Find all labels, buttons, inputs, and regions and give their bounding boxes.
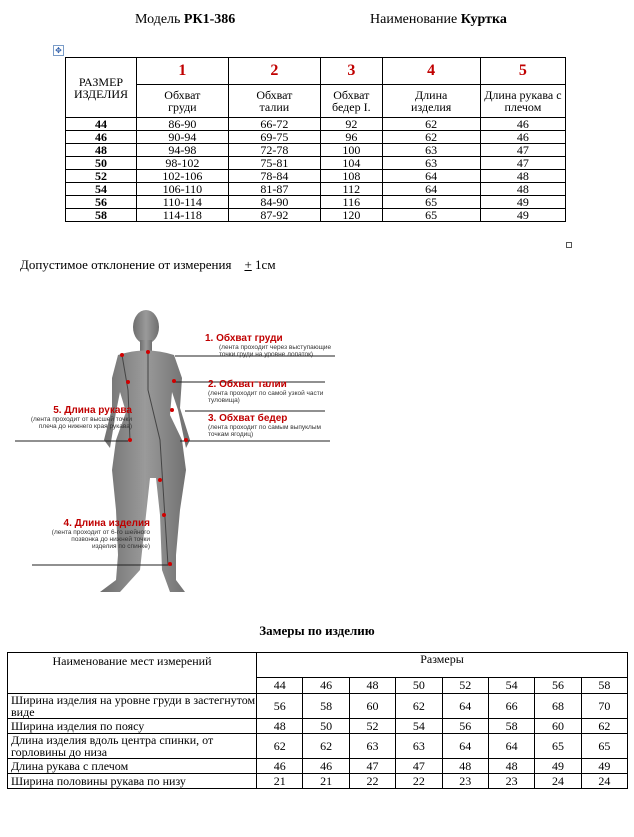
body-figure-illustration [0, 300, 400, 605]
measurement-value: 49 [535, 759, 581, 774]
size-value-cell: 47 [480, 157, 565, 170]
size-cell: 44 [66, 118, 137, 131]
measurement-value: 50 [303, 719, 349, 734]
size-value-cell: 65 [382, 196, 480, 209]
size-value-cell: 116 [321, 196, 383, 209]
col-label: Длина рукава с плечом [480, 85, 565, 118]
size-row [66, 144, 566, 157]
col-num: 3 [321, 58, 383, 85]
col-label: Обхват бедер I. [321, 85, 383, 118]
size-row [66, 183, 566, 196]
size-value-cell: 86-90 [137, 118, 229, 131]
size-value-cell: 120 [321, 209, 383, 222]
measurement-value: 62 [303, 734, 349, 759]
size-value-cell: 64 [382, 170, 480, 183]
size-value-cell: 46 [480, 118, 565, 131]
size-value-cell: 49 [480, 196, 565, 209]
size-header: 48 [349, 677, 395, 693]
size-value-cell: 106-110 [137, 183, 229, 196]
annotation-title: 3. Обхват бедер [208, 413, 288, 424]
size-value-cell: 72-78 [228, 144, 320, 157]
measurement-value: 66 [488, 694, 534, 719]
size-cell: 58 [66, 209, 137, 222]
measurement-value: 63 [396, 734, 442, 759]
annotation-chest [205, 333, 340, 358]
measurement-row [8, 759, 628, 774]
size-header: 52 [442, 677, 488, 693]
size-cell: 56 [66, 196, 137, 209]
annotation-title: 2. Обхват талии [208, 379, 287, 390]
model-value: РК1-386 [183, 12, 236, 27]
measurement-value: 54 [396, 719, 442, 734]
annotation-title: 4. Длина изделия [63, 518, 150, 529]
annotation-desc: (лента проходит от высшей точки плеча до нижнего края рукава) [30, 416, 132, 430]
model-label: Модель [135, 12, 181, 27]
size-row [66, 170, 566, 183]
measurement-rows [8, 694, 628, 789]
annotation-sleeve [22, 405, 132, 430]
measurement-value: 24 [535, 774, 581, 789]
model-header [135, 12, 235, 28]
measurement-value: 58 [488, 719, 534, 734]
measurement-row [8, 694, 628, 719]
size-value-cell: 94-98 [137, 144, 229, 157]
size-row [66, 157, 566, 170]
measurement-value: 63 [349, 734, 395, 759]
table-resize-handle-icon[interactable] [566, 242, 572, 248]
measurement-value: 56 [257, 694, 303, 719]
annotation-desc: (лента проходит по самой узкой части туловища) [208, 390, 324, 404]
size-value-cell: 46 [480, 131, 565, 144]
size-value-cell: 87-92 [228, 209, 320, 222]
measurement-value: 65 [581, 734, 627, 759]
name-header [370, 12, 507, 28]
size-value-cell: 78-84 [228, 170, 320, 183]
size-cell: 52 [66, 170, 137, 183]
measurement-value: 21 [257, 774, 303, 789]
measurement-value: 22 [349, 774, 395, 789]
measurement-value: 70 [581, 694, 627, 719]
annotation-hips [208, 413, 333, 438]
measurement-value: 52 [349, 719, 395, 734]
size-value-cell: 102-106 [137, 170, 229, 183]
measurement-value: 60 [349, 694, 395, 719]
size-cell: 54 [66, 183, 137, 196]
measurement-name: Длина рукава с плечом [8, 759, 257, 774]
size-value-cell: 63 [382, 157, 480, 170]
measurement-value: 64 [442, 734, 488, 759]
size-value-cell: 48 [480, 170, 565, 183]
measurements-title: Замеры по изделию [259, 623, 375, 638]
size-row-header: РАЗМЕР ИЗДЕЛИЯ [66, 58, 137, 118]
annotation-length [50, 518, 150, 550]
size-value-cell: 112 [321, 183, 383, 196]
measurement-value: 46 [257, 759, 303, 774]
size-header: 50 [396, 677, 442, 693]
annotation-desc: (лента проходит по самым выпуклым точкам ягодиц) [208, 424, 321, 438]
size-row [66, 131, 566, 144]
measurement-value: 68 [535, 694, 581, 719]
measurement-value: 62 [581, 719, 627, 734]
size-value-cell: 66-72 [228, 118, 320, 131]
measurement-row [8, 774, 628, 789]
tolerance-text: Допустимое отклонение от измерения [20, 257, 232, 272]
annotation-waist [208, 379, 333, 404]
tolerance-value: 1см [251, 257, 276, 272]
size-value-cell: 69-75 [228, 131, 320, 144]
size-header: 54 [488, 677, 534, 693]
measurement-value: 48 [442, 759, 488, 774]
col-num: 1 [137, 58, 229, 85]
size-header: 56 [535, 677, 581, 693]
annotation-desc: (лента проходит через выступающие точки груди на уровне лопаток) [219, 344, 332, 358]
annotation-title: 1. Обхват груди [205, 333, 283, 344]
annotation-desc: (лента проходит от 6-го шейного позвонка до нижней точки изделия по спинке) [51, 529, 150, 550]
size-value-cell: 108 [321, 170, 383, 183]
measurement-name: Ширина изделия по поясу [8, 719, 257, 734]
measurement-value: 24 [581, 774, 627, 789]
size-value-cell: 63 [382, 144, 480, 157]
size-row [66, 209, 566, 222]
size-value-cell: 90-94 [137, 131, 229, 144]
size-header: 58 [581, 677, 627, 693]
size-value-cell: 65 [382, 209, 480, 222]
measurement-value: 47 [349, 759, 395, 774]
size-row [66, 118, 566, 131]
name-value: Куртка [460, 12, 507, 27]
size-value-cell: 114-118 [137, 209, 229, 222]
size-row [66, 196, 566, 209]
name-header-cell: Наименование мест измерений [8, 653, 257, 694]
measurement-value: 49 [581, 759, 627, 774]
measurement-value: 48 [257, 719, 303, 734]
size-value-cell: 48 [480, 183, 565, 196]
size-header: 46 [303, 677, 349, 693]
size-value-cell: 104 [321, 157, 383, 170]
measurement-value: 46 [303, 759, 349, 774]
measurement-value: 22 [396, 774, 442, 789]
size-value-cell: 96 [321, 131, 383, 144]
size-value-cell: 64 [382, 183, 480, 196]
name-label: Наименование [370, 12, 458, 27]
measurement-name: Ширина половины рукава по низу [8, 774, 257, 789]
size-header: 44 [257, 677, 303, 693]
size-cell: 50 [66, 157, 137, 170]
measurement-value: 64 [442, 694, 488, 719]
measurement-row [8, 734, 628, 759]
size-value-cell: 100 [321, 144, 383, 157]
col-label: Длина изделия [382, 85, 480, 118]
tolerance-pm: + [244, 257, 252, 272]
col-label: Обхват талии [228, 85, 320, 118]
measurement-value: 58 [303, 694, 349, 719]
measurement-value: 56 [442, 719, 488, 734]
measurement-value: 62 [396, 694, 442, 719]
size-cell: 48 [66, 144, 137, 157]
measurement-value: 21 [303, 774, 349, 789]
size-value-cell: 75-81 [228, 157, 320, 170]
size-rows [66, 118, 566, 222]
measurement-value: 23 [488, 774, 534, 789]
size-table [65, 57, 566, 222]
measurement-value: 65 [535, 734, 581, 759]
table-move-handle-icon[interactable]: ✥ [53, 45, 64, 56]
measurement-value: 62 [257, 734, 303, 759]
size-value-cell: 110-114 [137, 196, 229, 209]
measurement-name: Ширина изделия на уровне груди в застегнутом виде [8, 694, 257, 719]
annotation-title: 5. Длина рукава [53, 405, 132, 416]
size-value-cell: 49 [480, 209, 565, 222]
size-cell: 46 [66, 131, 137, 144]
col-num: 4 [382, 58, 480, 85]
col-num: 2 [228, 58, 320, 85]
tolerance-line [20, 257, 276, 273]
col-num: 5 [480, 58, 565, 85]
measurement-value: 23 [442, 774, 488, 789]
measurement-name: Длина изделия вдоль центра спинки, от горловины до низа [8, 734, 257, 759]
size-value-cell: 92 [321, 118, 383, 131]
measurement-value: 47 [396, 759, 442, 774]
size-value-cell: 81-87 [228, 183, 320, 196]
size-value-cell: 62 [382, 118, 480, 131]
measurement-value: 60 [535, 719, 581, 734]
sizes-header-cell: Размеры [257, 653, 628, 678]
size-value-cell: 84-90 [228, 196, 320, 209]
measurement-row [8, 719, 628, 734]
measurements-table [7, 652, 628, 789]
size-value-cell: 62 [382, 131, 480, 144]
measurement-value: 64 [488, 734, 534, 759]
size-value-cell: 98-102 [137, 157, 229, 170]
measurement-value: 48 [488, 759, 534, 774]
size-value-cell: 47 [480, 144, 565, 157]
col-label: Обхват груди [137, 85, 229, 118]
